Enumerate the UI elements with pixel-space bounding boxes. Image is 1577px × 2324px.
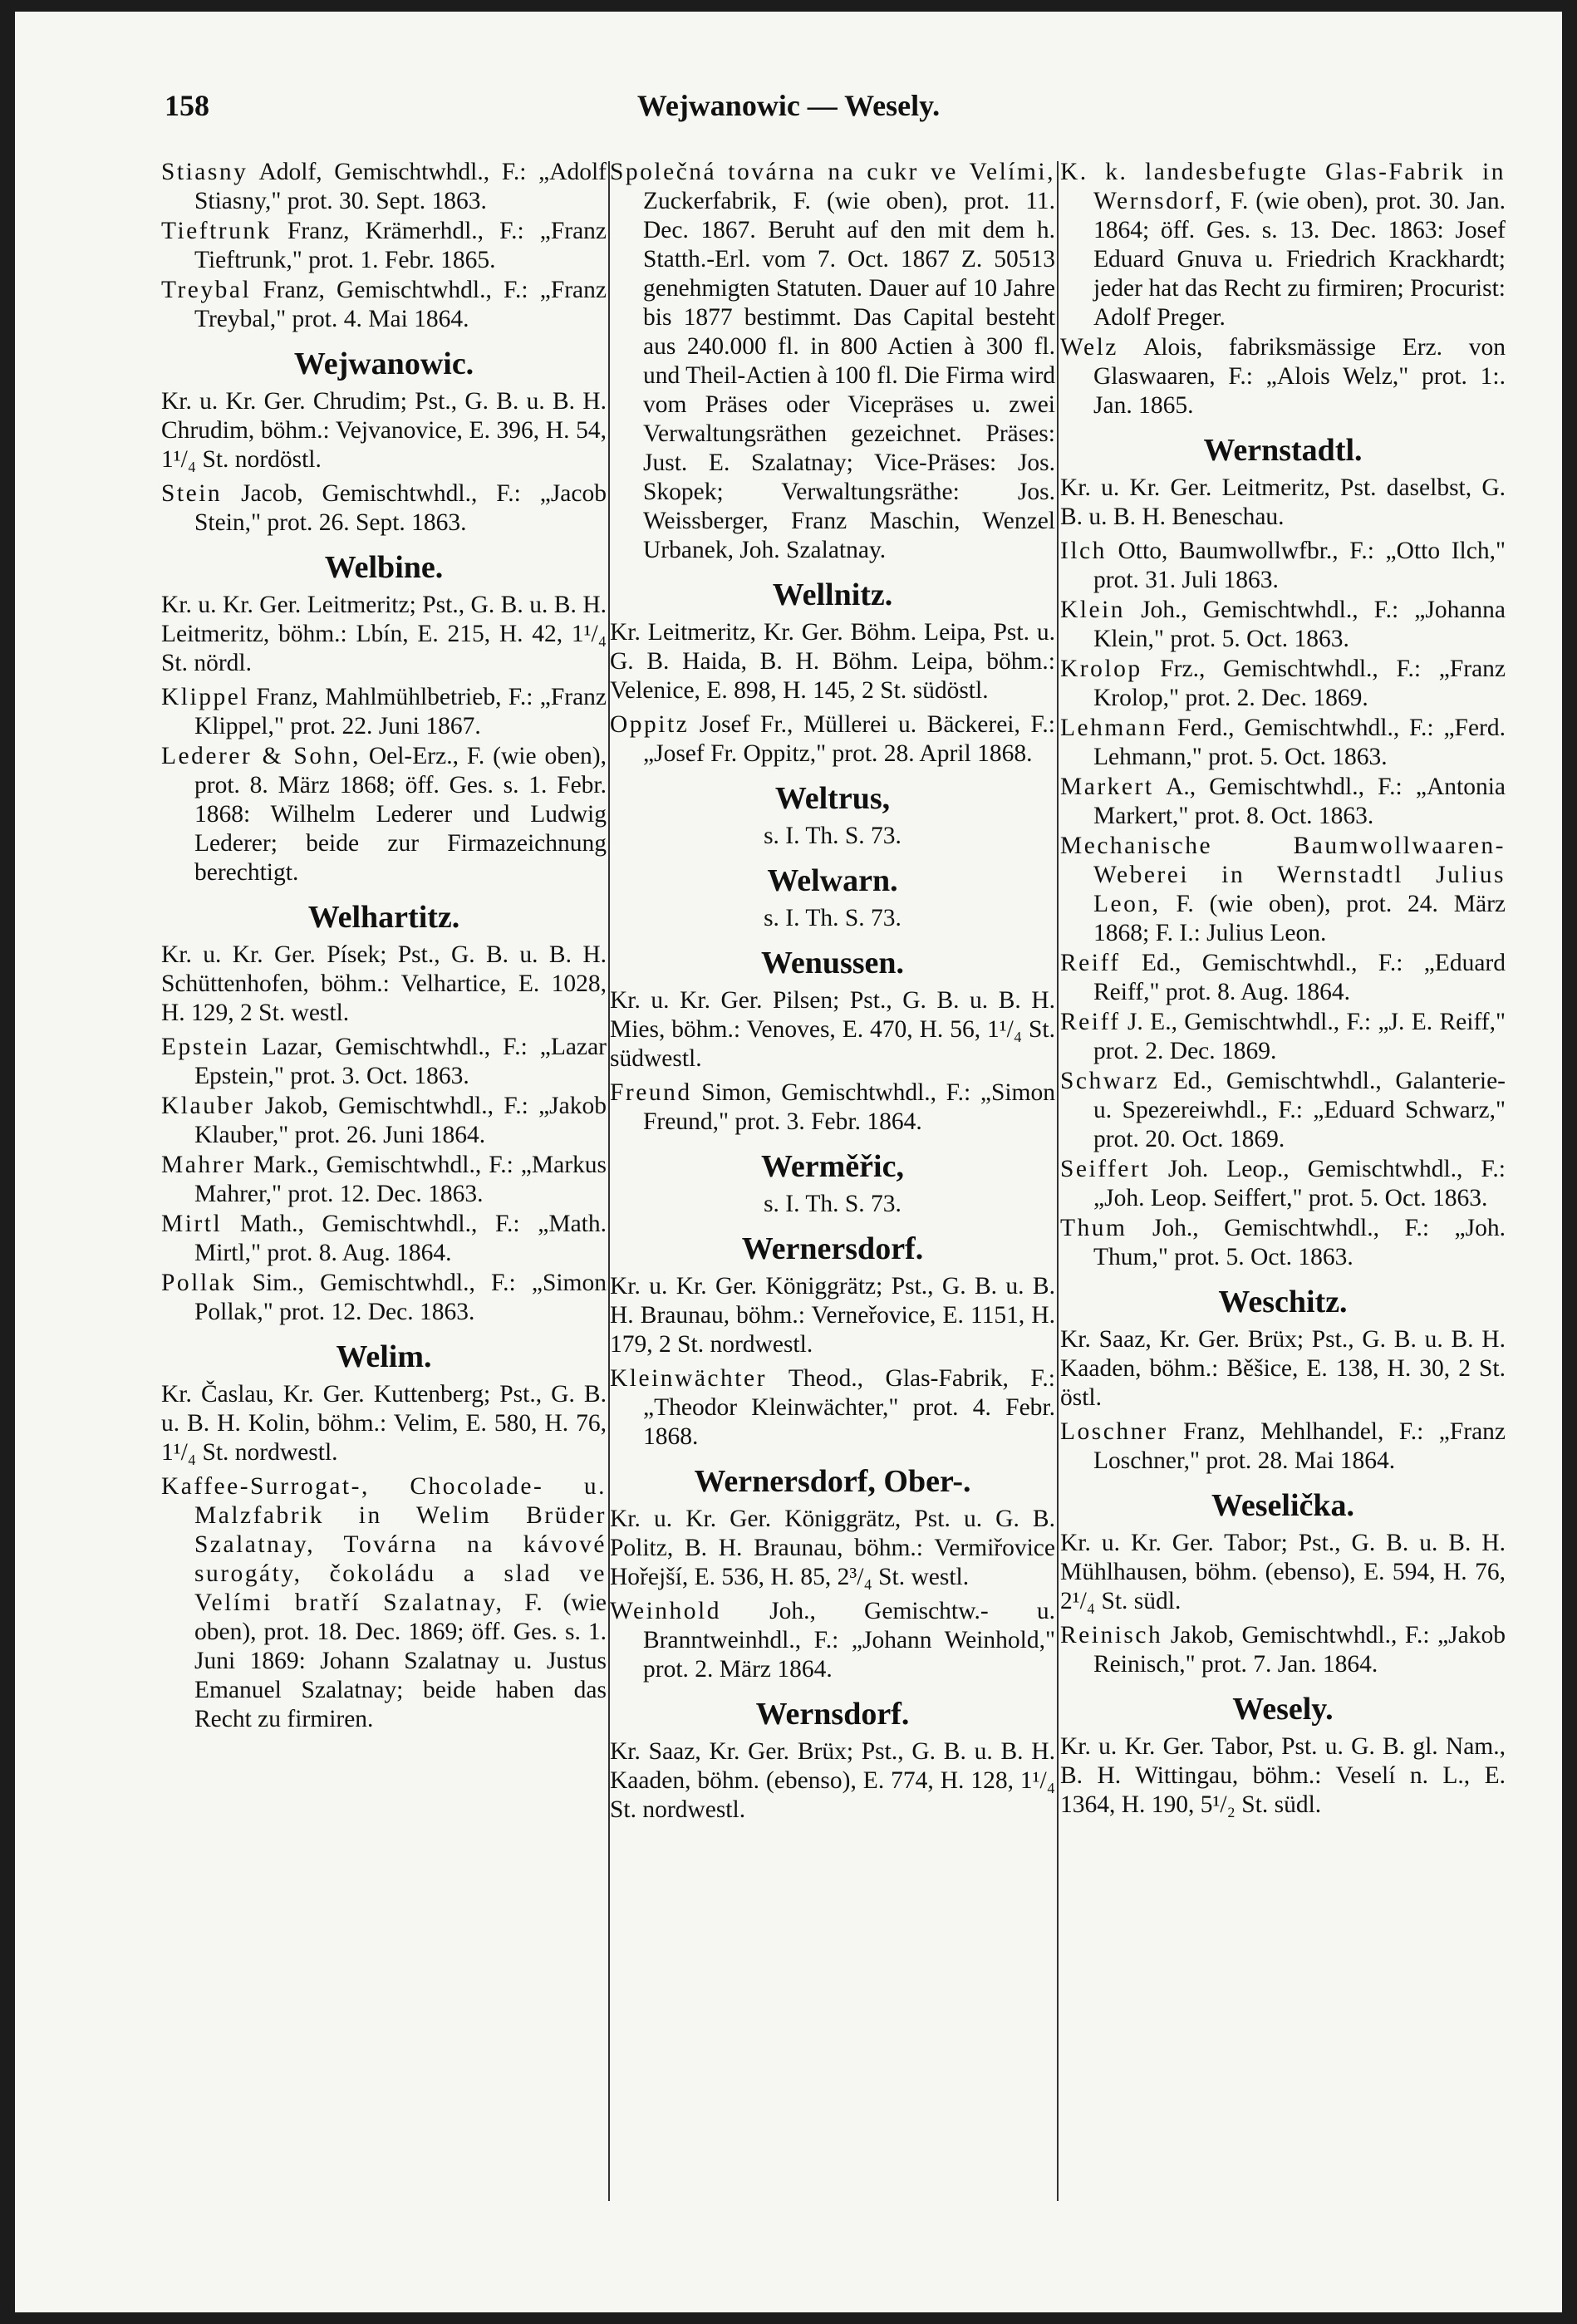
place-heading: Werměřic, — [761, 1149, 904, 1184]
firm-name: K. k. landesbefugte Glas-Fabrik in Wernsdorf, — [1060, 159, 1506, 214]
firm-entry — [161, 1472, 607, 1734]
firm-name: Markert — [1060, 774, 1154, 800]
firm-name: Mechanische Baumwollwaaren-Weberei in Wernstadtl Julius Leon, — [1060, 833, 1506, 917]
place-heading: Welbine. — [324, 550, 444, 585]
firm-name: Lederer & Sohn, — [161, 743, 361, 769]
firm-details: Joh., Gemischtw.- u. Branntweinhdl., F.: „Johann Weinhold," prot. 2. März 1864. — [643, 1598, 1055, 1683]
firm-details: Lazar, Gemischtwhdl., F.: „Lazar Epstein," prot. 3. Oct. 1863. — [194, 1034, 607, 1089]
firm-details: Franz, Gemischtwhdl., F.: „Franz Treybal," prot. 4. Mai 1864. — [194, 277, 607, 332]
firm-details: Joh. Leop., Gemischtwhdl., F.: „Joh. Leop. Seiffert," prot. 5. Oct. 1863. — [1093, 1156, 1506, 1211]
firm-details: Sim., Gemischtwhdl., F.: „Simon Pollak," prot. 12. Dec. 1863. — [194, 1270, 607, 1325]
firm-details: Jakob, Gemischtwhdl., F.: „Jakob Reinisch," prot. 7. Jan. 1864. — [1093, 1622, 1506, 1678]
firm-entry — [1060, 537, 1506, 595]
firm-name: Freund — [610, 1079, 692, 1106]
firm-details: Frz., Gemischtwhdl., F.: „Franz Krolop," prot. 2. Dec. 1869. — [1093, 656, 1506, 711]
firm-details: Franz, Mehlhandel, F.: „Franz Loschner," prot. 28. Mai 1864. — [1093, 1418, 1506, 1474]
place-heading: Welwarn. — [767, 863, 898, 898]
place-info: Kr. u. Kr. Ger. Leitmeritz, Pst. daselbst, G. B. u. B. H. Beneschau. — [1060, 474, 1506, 530]
firm-details: Ferd., Gemischtwhdl., F.: „Ferd. Lehmann," prot. 5. Oct. 1863. — [1093, 715, 1506, 770]
column-left — [161, 158, 607, 2202]
firm-name: Reinisch — [1060, 1622, 1163, 1648]
firm-name: Kleinwächter — [610, 1365, 767, 1392]
place-info: Kr. u. Kr. Ger. Tabor; Pst., G. B. u. B. H. Mühlhausen, böhm. (ebenso), E. 594, H. 76, 2¹/₄ St. südl. — [1060, 1530, 1506, 1614]
firm-name: Oppitz — [610, 711, 690, 738]
firm-entry — [1060, 1621, 1506, 1679]
firm-entry — [1060, 596, 1506, 654]
firm-name: Mirtl — [161, 1211, 223, 1237]
column-divider — [1057, 161, 1059, 2201]
firm-entry — [161, 683, 607, 741]
firm-name: Epstein — [161, 1034, 249, 1060]
firm-details: Franz, Mahlmühlbetrieb, F.: „Franz Klippel," prot. 22. Juni 1867. — [194, 684, 607, 739]
firm-entry — [161, 1210, 607, 1268]
firm-details: Simon, Gemischtwhdl., F.: „Simon Freund," prot. 3. Febr. 1864. — [643, 1079, 1055, 1135]
column-right — [1060, 158, 1506, 2202]
firm-name: Klauber — [161, 1093, 255, 1119]
place-heading: Wellnitz. — [772, 577, 893, 612]
place-heading: Wernersdorf, Ober-. — [694, 1464, 971, 1499]
firm-name: Loschner — [1060, 1418, 1168, 1445]
firm-details: Adolf, Gemischtwhdl., F.: „Adolf Stiasny," prot. 30. Sept. 1863. — [194, 159, 607, 214]
firm-entry — [161, 1151, 607, 1209]
firm-name: Stiasny — [161, 159, 248, 185]
firm-details: Franz, Krämerhdl., F.: „Franz Tieftrunk," prot. 1. Febr. 1865. — [194, 218, 607, 273]
firm-details: Ed., Gemischtwhdl., F.: „Eduard Reiff," prot. 8. Aug. 1864. — [1093, 950, 1506, 1005]
firm-entry — [161, 276, 607, 334]
place-info: Kr. Časlau, Kr. Ger. Kuttenberg; Pst., G. B. u. B. H. Kolin, böhm.: Velim, E. 580, H. 76, 1¹/₄ St. nordwestl. — [161, 1381, 607, 1466]
place-heading: Welim. — [336, 1339, 432, 1374]
place-info: Kr. u. Kr. Ger. Königgrätz, Pst. u. G. B. Politz, B. H. Braunau, böhm.: Vermiřovice Hořejší, E. 536, H. 85, 2³/₄ St. westl. — [610, 1506, 1055, 1590]
place-heading: Weselička. — [1211, 1488, 1355, 1523]
cross-reference: s. I. Th. S. 73. — [764, 1191, 901, 1217]
firm-entry — [610, 158, 1055, 565]
firm-name: Kaffee-Surrogat-, Chocolade- u. Malzfabrik in Welim Brüder Szalatnay, Továrna na kávové surogáty, čokoládu a slad ve Velími bratří Szalatnay, — [161, 1473, 607, 1616]
firm-details: Joh., Gemischtwhdl., F.: „Joh. Thum," prot. 5. Oct. 1863. — [1093, 1215, 1506, 1270]
firm-entry — [1060, 655, 1506, 713]
firm-entry — [161, 1269, 607, 1327]
page — [15, 12, 1562, 2312]
place-heading: Welhartitz. — [307, 900, 460, 935]
place-heading: Wejwanowic. — [293, 346, 474, 381]
page-header — [15, 88, 1562, 130]
firm-name: Thum — [1060, 1215, 1127, 1241]
firm-entry — [1060, 714, 1506, 772]
firm-entry — [161, 158, 607, 216]
firm-name: Ilch — [1060, 538, 1107, 564]
firm-entry — [161, 479, 607, 538]
firm-details: Oel-Erz., F. (wie oben), prot. 8. März 1868; öff. Ges. s. 1. Febr. 1868: Wilhelm Lederer und Ludwig Lederer; beide zur Firmazeichnung berechtigt. — [194, 743, 607, 886]
firm-details: Mark., Gemischtwhdl., F.: „Markus Mahrer," prot. 12. Dec. 1863. — [194, 1152, 607, 1207]
firm-name: Weinhold — [610, 1598, 721, 1624]
firm-name: Klein — [1060, 597, 1126, 623]
firm-details: Theod., Glas-Fabrik, F.: „Theodor Kleinwächter," prot. 4. Febr. 1868. — [643, 1365, 1055, 1450]
firm-name: Reiff — [1060, 950, 1121, 976]
place-info: Kr. u. Kr. Ger. Tabor, Pst. u. G. B. gl. Nam., B. H. Wittingau, böhm.: Veselí n. L., E. 1364, H. 190, 5¹/₂ St. südl. — [1060, 1733, 1506, 1818]
firm-entry — [1060, 333, 1506, 420]
firm-entry — [1060, 1417, 1506, 1476]
firm-entry — [1060, 1155, 1506, 1213]
firm-details: Josef Fr., Müllerei u. Bäckerei, F.: „Josef Fr. Oppitz," prot. 28. April 1868. — [643, 711, 1056, 767]
firm-details: Joh., Gemischtwhdl., F.: „Johanna Klein," prot. 5. Oct. 1863. — [1093, 597, 1506, 652]
firm-name: Lehmann — [1060, 715, 1167, 741]
place-heading: Weschitz. — [1218, 1285, 1348, 1319]
place-heading: Wesely. — [1232, 1692, 1334, 1727]
firm-entry — [1060, 832, 1506, 948]
page-number: 158 — [165, 89, 209, 122]
firm-details: A., Gemischtwhdl., F.: „Antonia Markert," prot. 8. Oct. 1863. — [1093, 774, 1506, 829]
place-heading: Weltrus, — [774, 781, 891, 816]
firm-entry — [610, 1597, 1055, 1684]
firm-details: Alois, fabriksmässige Erz. von Glaswaaren, F.: „Alois Welz," prot. 1:. Jan. 1865. — [1093, 334, 1506, 419]
cross-reference: s. I. Th. S. 73. — [764, 823, 901, 849]
firm-name: Mahrer — [161, 1152, 246, 1178]
place-info: Kr. Saaz, Kr. Ger. Brüx; Pst., G. B. u. B. H. Kaaden, böhm. (ebenso), E. 774, H. 128, 1¹/₄ St. nordwestl. — [610, 1738, 1055, 1823]
cross-reference: s. I. Th. S. 73. — [764, 905, 901, 931]
place-info: Kr. Saaz, Kr. Ger. Brüx; Pst., G. B. u. B. H. Kaaden, böhm.: Běšice, E. 138, H. 30, 2 St. östl. — [1060, 1326, 1506, 1411]
firm-entry — [1060, 949, 1506, 1007]
firm-details: Math., Gemischtwhdl., F.: „Math. Mirtl," prot. 8. Aug. 1864. — [194, 1211, 607, 1266]
running-title: Wejwanowic — Wesely. — [636, 89, 941, 122]
place-info: Kr. u. Kr. Ger. Königgrätz; Pst., G. B. u. B. H. Braunau, böhm.: Verneřovice, E. 1151, H. 179, 2 St. nordwestl. — [610, 1273, 1055, 1358]
firm-entry — [1060, 158, 1506, 332]
firm-entry — [1060, 773, 1506, 831]
firm-entry — [1060, 1067, 1506, 1154]
firm-entry — [161, 217, 607, 275]
firm-details: Zuckerfabrik, F. (wie oben), prot. 11. Dec. 1867. Beruht auf den mit dem h. Statth.-Erl. vom 7. Oct. 1867 Z. 50513 genehmigten Statuten. Dauer auf 10 Jahre bis 1877 bestimmt. Das Capital besteht aus 240.000 fl. in 800 Actien à 300 fl. und Theil-Actien à 100 fl. Die Firma wird vom Präses oder Vicepräses u. zwei Verwaltungsräthen gezeichnet. Präses: Just. E. Szalatnay; Vice-Präses: Jos. Skopek; Verwaltungsräthe: Jos. Weissberger, Franz Maschin, Wenzel Urbanek, Joh. Szalatnay. — [643, 188, 1055, 563]
firm-details: Jakob, Gemischtwhdl., F.: „Jakob Klauber," prot. 26. Juni 1864. — [194, 1093, 607, 1148]
firm-name: Reiff — [1060, 1009, 1121, 1035]
firm-entry — [1060, 1008, 1506, 1066]
place-heading: Wernersdorf. — [741, 1231, 924, 1266]
firm-name: Tieftrunk — [161, 218, 272, 244]
firm-name: Stein — [161, 480, 223, 507]
firm-details: F. (wie oben), prot. 24. März 1868; F. I.: Julius Leon. — [1093, 891, 1506, 946]
place-info: Kr. u. Kr. Ger. Písek; Pst., G. B. u. B. H. Schüttenhofen, böhm.: Velhartice, E. 1028, H. 129, 2 St. westl. — [161, 941, 607, 1026]
firm-entry — [161, 1033, 607, 1091]
firm-name: Schwarz — [1060, 1068, 1160, 1094]
firm-entry — [161, 1092, 607, 1150]
firm-name: Společná továrna na cukr ve Velími, — [610, 159, 1055, 185]
firm-entry — [161, 742, 607, 887]
firm-entry — [610, 1364, 1055, 1452]
firm-name: Seiffert — [1060, 1156, 1150, 1182]
place-heading: Wernstadtl. — [1203, 433, 1363, 468]
firm-name: Welz — [1060, 334, 1118, 361]
column-middle — [610, 158, 1055, 2202]
place-info: Kr. u. Kr. Ger. Chrudim; Pst., G. B. u. B. H. Chrudim, böhm.: Vejvanovice, E. 396, H. 54, 1¹/₄ St. nordöstl. — [161, 388, 607, 473]
firm-details: Ed., Gemischtwhdl., Galanterie- u. Spezereiwhdl., F.: „Eduard Schwarz," prot. 20. Oct. 1869. — [1093, 1068, 1506, 1152]
place-heading: Wenussen. — [760, 946, 905, 980]
firm-details: J. E., Gemischtwhdl., F.: „J. E. Reiff," prot. 2. Dec. 1869. — [1093, 1009, 1506, 1064]
firm-details: F. (wie oben), prot. 18. Dec. 1869; öff. Ges. s. 1. Juni 1869: Johann Szalatnay u. Justus Emanuel Szalatnay; beide haben das Recht zu firmiren. — [194, 1589, 607, 1732]
firm-details: Otto, Baumwollwfbr., F.: „Otto Ilch," prot. 31. Juli 1863. — [1093, 538, 1506, 593]
firm-name: Treybal — [161, 277, 252, 303]
firm-entry — [1060, 1214, 1506, 1272]
place-info: Kr. u. Kr. Ger. Pilsen; Pst., G. B. u. B. H. Mies, böhm.: Venoves, E. 470, H. 56, 1¹/₄ St. südwestl. — [610, 987, 1055, 1072]
firm-details: Jacob, Gemischtwhdl., F.: „Jacob Stein," prot. 26. Sept. 1863. — [194, 480, 607, 536]
firm-details: F. (wie oben), prot. 30. Jan. 1864; öff. Ges. s. 13. Dec. 1863: Josef Eduard Gnuva u. Friedrich Krackhardt; jeder hat das Recht zu firmiren; Procurist: Adolf Preger. — [1093, 188, 1506, 331]
place-info: Kr. u. Kr. Ger. Leitmeritz; Pst., G. B. u. B. H. Leitmeritz, böhm.: Lbín, E. 215, H. 42, 1¹/₄ St. nördl. — [161, 592, 607, 676]
firm-name: Krolop — [1060, 656, 1142, 682]
firm-entry — [610, 710, 1055, 769]
firm-name: Klippel — [161, 684, 249, 710]
firm-name: Pollak — [161, 1270, 237, 1296]
place-info: Kr. Leitmeritz, Kr. Ger. Böhm. Leipa, Pst. u. G. B. Haida, B. H. Böhm. Leipa, böhm.: Velenice, E. 898, H. 145, 2 St. südöstl. — [610, 619, 1055, 704]
place-heading: Wernsdorf. — [755, 1697, 910, 1732]
firm-entry — [610, 1078, 1055, 1137]
